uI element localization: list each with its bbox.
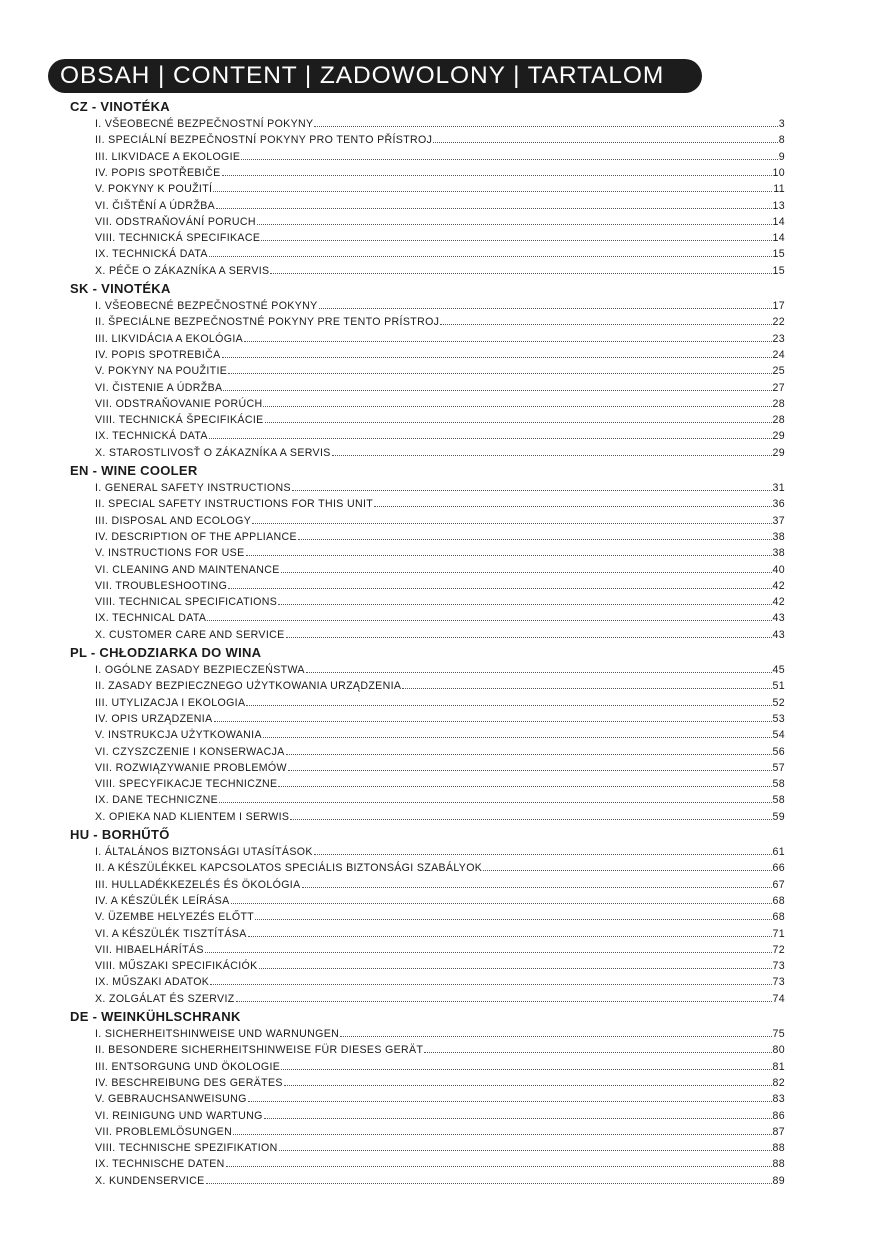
dot-leader [228, 363, 771, 374]
entry-page-number: 14 [772, 232, 785, 245]
entry-page-number: 58 [772, 778, 785, 791]
dot-leader [222, 347, 772, 358]
toc-entry[interactable] [95, 610, 785, 626]
toc-entry[interactable] [95, 744, 785, 760]
dot-leader [257, 214, 772, 225]
dot-leader [233, 1124, 771, 1135]
toc-entry[interactable] [95, 545, 785, 561]
entry-title: IX. DANE TECHNICZNE [95, 794, 218, 807]
dot-leader [206, 1173, 772, 1184]
section-heading: EN - WINE COOLER [70, 463, 198, 478]
entry-title: V. INSTRUKCJA UŻYTKOWANIA [95, 729, 262, 742]
entry-title: VI. A KÉSZÜLÉK TISZTÍTÁSA [95, 927, 247, 940]
entry-title: VIII. SPECYFIKACJE TECHNICZNE [95, 778, 278, 791]
entry-page-number: 42 [772, 579, 785, 592]
toc-entry[interactable] [95, 1108, 785, 1124]
section-heading: CZ - VINOTÉKA [70, 99, 170, 114]
entry-page-number: 51 [772, 680, 785, 693]
toc-entry[interactable] [95, 363, 785, 379]
toc-entry[interactable] [95, 347, 785, 363]
entry-title: III. DISPOSAL AND ECOLOGY [95, 514, 252, 527]
entry-title: II. ŠPECIÁLNE BEZPEČNOSTNÉ POKYNY PRE TENTO PRÍSTROJ [95, 316, 440, 329]
section-heading: DE - WEINKÜHLSCHRANK [70, 1009, 241, 1024]
entry-title: IX. TECHNICKÁ DATA [95, 430, 208, 443]
toc-entry[interactable] [95, 909, 785, 925]
entry-page-number: 14 [772, 215, 785, 228]
dot-leader [223, 380, 771, 391]
entry-title: X. ZOLGÁLAT ÉS SZERVIZ [95, 992, 235, 1005]
entry-page-number: 40 [772, 563, 785, 576]
entry-page-number: 56 [772, 745, 785, 758]
entry-page-number: 15 [772, 264, 785, 277]
contents-title-bar [48, 59, 702, 93]
toc-entry[interactable] [95, 1026, 785, 1042]
entry-title: V. GEBRAUCHSANWEISUNG [95, 1093, 247, 1106]
entry-page-number: 37 [772, 514, 785, 527]
entry-title: I. OGÓLNE ZASADY BEZPIECZEŃSTWA [95, 664, 305, 676]
toc-entry[interactable] [95, 298, 785, 314]
entry-page-number: 81 [772, 1060, 785, 1073]
toc-entry[interactable] [95, 562, 785, 578]
entry-title: III. UTYLIZACJA I EKOLOGIA [95, 696, 246, 709]
toc-entry[interactable] [95, 1091, 785, 1107]
dot-leader [374, 496, 771, 507]
entry-page-number: 42 [772, 596, 785, 609]
dot-leader [332, 445, 772, 456]
entry-page-number: 80 [772, 1044, 785, 1057]
entry-page-number: 29 [772, 446, 785, 459]
dot-leader [263, 396, 771, 407]
toc-entry[interactable] [95, 991, 785, 1007]
dot-leader [259, 958, 772, 969]
entry-page-number: 75 [772, 1028, 785, 1040]
entry-title: V. POKYNY K POUŽITÍ [95, 183, 213, 196]
dot-leader [286, 744, 772, 755]
entry-page-number: 74 [772, 992, 785, 1005]
toc-entry[interactable] [95, 877, 785, 893]
toc-entry[interactable] [95, 792, 785, 808]
entry-page-number: 72 [772, 943, 785, 956]
toc-entry[interactable] [95, 314, 785, 330]
dot-leader [279, 1140, 772, 1151]
dot-leader [302, 877, 772, 888]
entry-title: VII. PROBLEMLÖSUNGEN [95, 1125, 233, 1138]
entry-title: V. ÜZEMBE HELYEZÉS ELŐTT [95, 911, 255, 924]
entry-title: VII. ODSTRAŇOVANIE PORÚCH [95, 397, 263, 410]
toc-entry[interactable] [95, 627, 785, 643]
dot-leader [205, 942, 772, 953]
entry-page-number: 68 [772, 911, 785, 924]
toc-entry[interactable] [95, 1140, 785, 1156]
entry-page-number: 43 [772, 628, 785, 641]
toc-entry[interactable] [95, 727, 785, 743]
toc-entry[interactable] [95, 695, 785, 711]
entry-page-number: 11 [773, 183, 785, 196]
toc-entry[interactable] [95, 860, 785, 876]
dot-leader [209, 428, 772, 439]
dot-leader [284, 1075, 772, 1086]
dot-leader [252, 513, 771, 524]
entry-title: IV. DESCRIPTION OF THE APPLIANCE [95, 530, 297, 543]
dot-leader [246, 695, 771, 706]
toc-entry[interactable] [95, 230, 785, 246]
entry-page-number: 29 [772, 430, 785, 443]
toc-entry[interactable] [95, 496, 785, 512]
entry-page-number: 66 [772, 862, 785, 875]
entry-title: II. A KÉSZÜLÉKKEL KAPCSOLATOS SPECIÁLIS BIZTONSÁGI SZABÁLYOK [95, 862, 483, 875]
dot-leader [216, 198, 771, 209]
toc-entry[interactable] [95, 926, 785, 942]
entry-page-number: 53 [772, 712, 785, 725]
dot-leader [255, 909, 771, 920]
toc-entry[interactable] [95, 149, 785, 165]
entry-title: X. CUSTOMER CARE AND SERVICE [95, 628, 285, 641]
dot-leader [402, 678, 771, 689]
dot-leader [440, 314, 771, 325]
section-heading: HU - BORHŰTŐ [70, 827, 170, 842]
dot-leader [261, 230, 771, 241]
toc-entry[interactable] [95, 1173, 785, 1189]
dot-leader [340, 1026, 771, 1037]
entry-page-number: 13 [772, 199, 785, 212]
entry-title: IV. OPIS URZĄDZENIA [95, 712, 213, 725]
toc-entry[interactable] [95, 513, 785, 529]
entry-title: IX. MŰSZAKI ADATOK [95, 976, 210, 989]
entry-title: V. POKYNY NA POUŽITIE [95, 365, 228, 378]
dot-leader [219, 792, 772, 803]
section-heading: PL - CHŁODZIARKA DO WINA [70, 645, 262, 660]
dot-leader [292, 480, 772, 491]
dot-leader [263, 727, 772, 738]
entry-title: VI. CLEANING AND MAINTENANCE [95, 563, 280, 576]
toc-entry[interactable] [95, 1042, 785, 1058]
entry-title: VIII. TECHNICKÁ SPECIFIKACE [95, 232, 261, 245]
toc-entry[interactable] [95, 1124, 785, 1140]
entry-page-number: 15 [772, 248, 785, 261]
entry-page-number: 88 [772, 1142, 785, 1155]
entry-page-number: 82 [772, 1076, 785, 1089]
entry-title: VII. ODSTRAŇOVÁNÍ PORUCH [95, 215, 256, 228]
entry-title: VIII. MŰSZAKI SPECIFIKÁCIÓK [95, 960, 258, 973]
toc-entry[interactable] [95, 662, 785, 678]
toc-entry[interactable] [95, 809, 785, 825]
entry-page-number: 71 [772, 927, 785, 940]
section-heading: SK - VINOTÉKA [70, 281, 171, 296]
toc-entry[interactable] [95, 958, 785, 974]
dot-leader [281, 1059, 771, 1070]
entry-title: III. ENTSORGUNG UND ÖKOLOGIE [95, 1060, 281, 1073]
dot-leader [288, 760, 772, 771]
entry-title: VII. TROUBLESHOOTING [95, 579, 228, 592]
entry-page-number: 28 [772, 414, 785, 427]
entry-title: VIII. TECHNISCHE SPEZIFIKATION [95, 1142, 278, 1155]
dot-leader [248, 1091, 772, 1102]
entry-page-number: 31 [772, 482, 785, 494]
dot-leader [210, 974, 771, 985]
toc-entry[interactable] [95, 760, 785, 776]
toc-entry[interactable] [95, 1156, 785, 1172]
toc-entry[interactable] [95, 263, 785, 279]
entry-title: I. ÁLTALÁNOS BIZTONSÁGI UTASÍTÁSOK [95, 846, 313, 858]
entry-page-number: 9 [778, 150, 785, 163]
toc-entry[interactable] [95, 198, 785, 214]
dot-leader [281, 562, 772, 573]
entry-title: II. ZASADY BEZPIECZNEGO UŻYTKOWANIA URZĄDZENIA [95, 680, 402, 693]
entry-title: II. SPECIAL SAFETY INSTRUCTIONS FOR THIS UNIT [95, 498, 374, 511]
entry-title: VI. ČIŠTĚNÍ A ÚDRŽBA [95, 199, 216, 212]
toc-entry[interactable] [95, 844, 785, 860]
toc-entry[interactable] [95, 893, 785, 909]
dot-leader [244, 331, 771, 342]
entry-title: I. VŠEOBECNÉ BEZPEČNOSTNÍ POKYNY [95, 118, 314, 130]
entry-page-number: 68 [772, 894, 785, 907]
entry-page-number: 23 [772, 332, 785, 345]
entry-title: IV. BESCHREIBUNG DES GERÄTES [95, 1076, 283, 1089]
entry-title: IX. TECHNISCHE DATEN [95, 1158, 225, 1171]
dot-leader [424, 1042, 771, 1053]
dot-leader [483, 860, 771, 871]
toc-entry[interactable] [95, 412, 785, 428]
toc-entry[interactable] [95, 331, 785, 347]
entry-title: VII. HIBAELHÁRÍTÁS [95, 943, 204, 956]
entry-title: IX. TECHNICKÁ DATA [95, 248, 208, 261]
toc-entry[interactable] [95, 1059, 785, 1075]
entry-page-number: 27 [772, 381, 785, 394]
dot-leader [319, 298, 772, 309]
dot-leader [290, 809, 771, 820]
entry-page-number: 73 [772, 976, 785, 989]
entry-page-number: 52 [772, 696, 785, 709]
entry-title: VIII. TECHNICKÁ ŠPECIFIKÁCIE [95, 414, 264, 427]
entry-page-number: 38 [772, 547, 785, 560]
entry-title: IV. A KÉSZÜLÉK LEÍRÁSA [95, 894, 230, 907]
entry-title: VI. REINIGUNG UND WARTUNG [95, 1109, 263, 1122]
entry-title: IV. POPIS SPOTREBIČA [95, 348, 221, 361]
toc-entry[interactable] [95, 165, 785, 181]
entry-title: II. BESONDERE SICHERHEITSHINWEISE FÜR DIESES GERÄT [95, 1044, 424, 1057]
entry-page-number: 54 [772, 729, 785, 742]
entry-page-number: 36 [772, 498, 785, 511]
toc-entry[interactable] [95, 678, 785, 694]
dot-leader [226, 1156, 772, 1167]
dot-leader [314, 844, 772, 855]
entry-title: VII. ROZWIĄZYWANIE PROBLEMÓW [95, 761, 287, 774]
entry-page-number: 83 [772, 1093, 785, 1106]
entry-title: I. VŠEOBECNÉ BEZPEČNOSTNÉ POKYNY [95, 300, 318, 312]
toc-entry[interactable] [95, 396, 785, 412]
entry-page-number: 67 [772, 878, 785, 891]
entry-page-number: 22 [772, 316, 785, 329]
toc-entry[interactable] [95, 246, 785, 262]
entry-page-number: 25 [772, 365, 785, 378]
toc-entry[interactable] [95, 445, 785, 461]
entry-page-number: 87 [772, 1125, 785, 1138]
entry-page-number: 88 [772, 1158, 785, 1171]
page-title: OBSAH | CONTENT | ZADOWOLONY | TARTALOM [60, 62, 665, 89]
entry-page-number: 10 [772, 166, 785, 179]
dot-leader [246, 545, 772, 556]
dot-leader [213, 181, 772, 192]
entry-page-number: 89 [772, 1174, 785, 1187]
entry-title: IV. POPIS SPOTŘEBIČE [95, 166, 221, 179]
dot-leader [207, 610, 771, 621]
toc-entry[interactable] [95, 974, 785, 990]
toc-entry[interactable] [95, 428, 785, 444]
dot-leader [231, 893, 772, 904]
entry-title: VI. CZYSZCZENIE I KONSERWACJA [95, 745, 285, 758]
dot-leader [286, 627, 772, 638]
toc-entry[interactable] [95, 214, 785, 230]
entry-title: X. KUNDENSERVICE [95, 1174, 205, 1187]
dot-leader [306, 662, 772, 673]
entry-page-number: 59 [772, 810, 785, 823]
entry-page-number: 86 [772, 1109, 785, 1122]
dot-leader [228, 578, 771, 589]
entry-title: X. OPIEKA NAD KLIENTEM I SERWIS [95, 810, 290, 823]
dot-leader [298, 529, 772, 540]
entry-title: VIII. TECHNICAL SPECIFICATIONS [95, 596, 278, 609]
entry-page-number: 38 [772, 530, 785, 543]
entry-page-number: 73 [772, 960, 785, 973]
dot-leader [241, 149, 777, 160]
dot-leader [314, 116, 777, 127]
dot-leader [264, 1108, 772, 1119]
entry-title: III. LIKVIDACE A EKOLOGIE [95, 150, 241, 163]
entry-page-number: 8 [778, 134, 785, 147]
entry-page-number: 61 [772, 846, 785, 858]
toc-entry[interactable] [95, 578, 785, 594]
dot-leader [278, 594, 771, 605]
entry-page-number: 43 [772, 612, 785, 625]
toc-entry[interactable] [95, 942, 785, 958]
entry-title: V. INSTRUCTIONS FOR USE [95, 547, 245, 560]
dot-leader [248, 926, 772, 937]
entry-page-number: 24 [772, 348, 785, 361]
toc-entry[interactable] [95, 594, 785, 610]
toc-entry[interactable] [95, 132, 785, 148]
dot-leader [236, 991, 772, 1002]
toc-entry[interactable] [95, 380, 785, 396]
entry-title: I. SICHERHEITSHINWEISE UND WARNUNGEN [95, 1028, 340, 1040]
entry-title: X. PÉČE O ZÁKAZNÍKA A SERVIS [95, 264, 270, 277]
dot-leader [214, 711, 772, 722]
entry-title: IX. TECHNICAL DATA [95, 612, 207, 625]
toc-entry[interactable] [95, 529, 785, 545]
toc-entry[interactable] [95, 480, 785, 496]
dot-leader [270, 263, 771, 274]
toc-entry[interactable] [95, 711, 785, 727]
entry-title: X. STAROSTLIVOSŤ O ZÁKAZNÍKA A SERVIS [95, 446, 331, 459]
toc-entry[interactable] [95, 116, 785, 132]
toc-entry[interactable] [95, 1075, 785, 1091]
dot-leader [433, 132, 777, 143]
entry-title: VI. ČISTENIE A ÚDRŽBA [95, 381, 223, 394]
toc-entry[interactable] [95, 181, 785, 197]
entry-page-number: 3 [778, 118, 785, 130]
entry-page-number: 28 [772, 397, 785, 410]
entry-page-number: 45 [772, 664, 785, 676]
entry-title: II. SPECIÁLNÍ BEZPEČNOSTNÍ POKYNY PRO TENTO PŘÍSTROJ [95, 134, 433, 147]
toc-entry[interactable] [95, 776, 785, 792]
dot-leader [209, 246, 772, 257]
entry-page-number: 57 [772, 761, 785, 774]
dot-leader [265, 412, 772, 423]
entry-title: III. HULLADÉKKEZELÉS ÉS ÖKOLÓGIA [95, 878, 301, 891]
entry-page-number: 58 [772, 794, 785, 807]
dot-leader [222, 165, 772, 176]
dot-leader [278, 776, 771, 787]
entry-page-number: 17 [772, 300, 785, 312]
entry-title: III. LIKVIDÁCIA A EKOLÓGIA [95, 332, 244, 345]
entry-title: I. GENERAL SAFETY INSTRUCTIONS [95, 482, 291, 494]
